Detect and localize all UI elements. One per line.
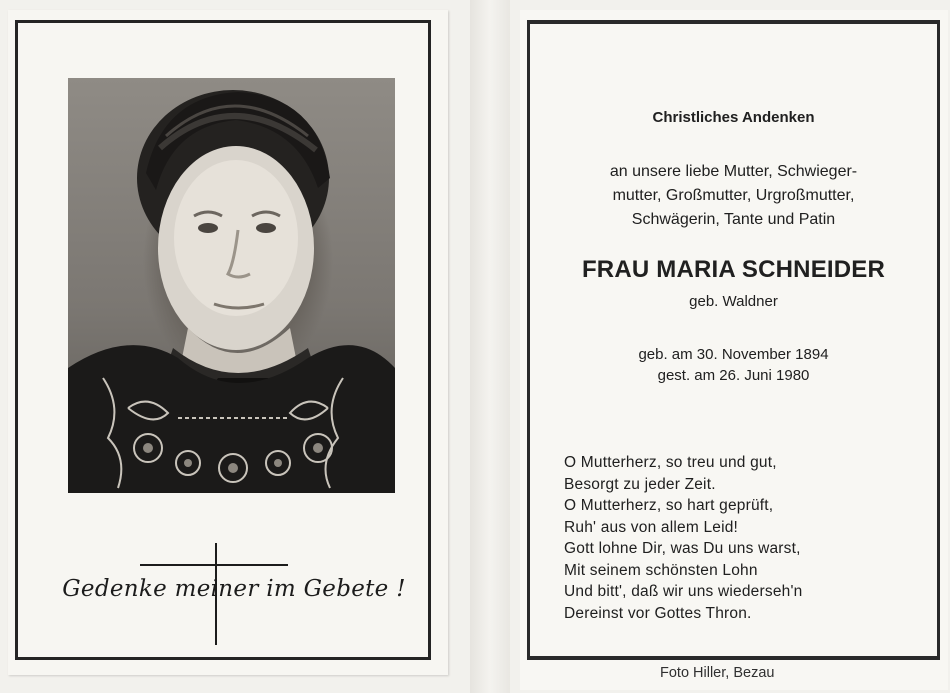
- page-gutter: [470, 0, 510, 693]
- card-border: [15, 20, 431, 660]
- card-border: [527, 20, 940, 660]
- poem-line: Und bitt', daß wir uns wiederseh'n: [564, 583, 803, 600]
- memorial-card-front: [8, 10, 448, 675]
- poem-line: Besorgt zu jeder Zeit.: [564, 475, 716, 493]
- memorial-poem: [564, 452, 802, 624]
- poem-line: Ruh' aus von allem Leid!: [564, 518, 739, 536]
- portrait-illustration: [68, 78, 395, 493]
- poem-line: O Mutterherz, so treu und gut,: [564, 454, 777, 471]
- dedication-line: an unsere liebe Mutter, Schwieger-: [609, 163, 858, 180]
- poem-line: Dereinst vor Gottes Thron.: [564, 604, 752, 622]
- dedication-text: [530, 160, 937, 232]
- dedication-line: Schwägerin, Tante und Patin: [631, 211, 836, 228]
- poem-line: Gott lohne Dir, was Du uns warst,: [564, 540, 801, 557]
- poem-line: O Mutterherz, so hart geprüft,: [564, 497, 774, 514]
- birth-date: geb. am 30. November 1894: [638, 346, 829, 363]
- maiden-name: geb. Waldner: [689, 293, 778, 310]
- card-heading: Christliches Andenken: [652, 109, 815, 126]
- photographer-credit: Foto Hiller, Bezau: [660, 665, 775, 681]
- deceased-name: FRAU MARIA SCHNEIDER: [581, 256, 886, 283]
- memorial-card-back: [520, 10, 948, 690]
- death-date: gest. am 26. Juni 1980: [657, 367, 810, 384]
- dedication-line: mutter, Großmutter, Urgroßmutter,: [612, 187, 855, 204]
- prayer-text: Gedenke meiner im Gebete !: [62, 576, 406, 602]
- poem-line: Mit seinem schönsten Lohn: [564, 561, 758, 579]
- portrait-photo: [68, 78, 395, 493]
- cross-horizontal: [140, 564, 288, 566]
- life-dates: [530, 344, 937, 386]
